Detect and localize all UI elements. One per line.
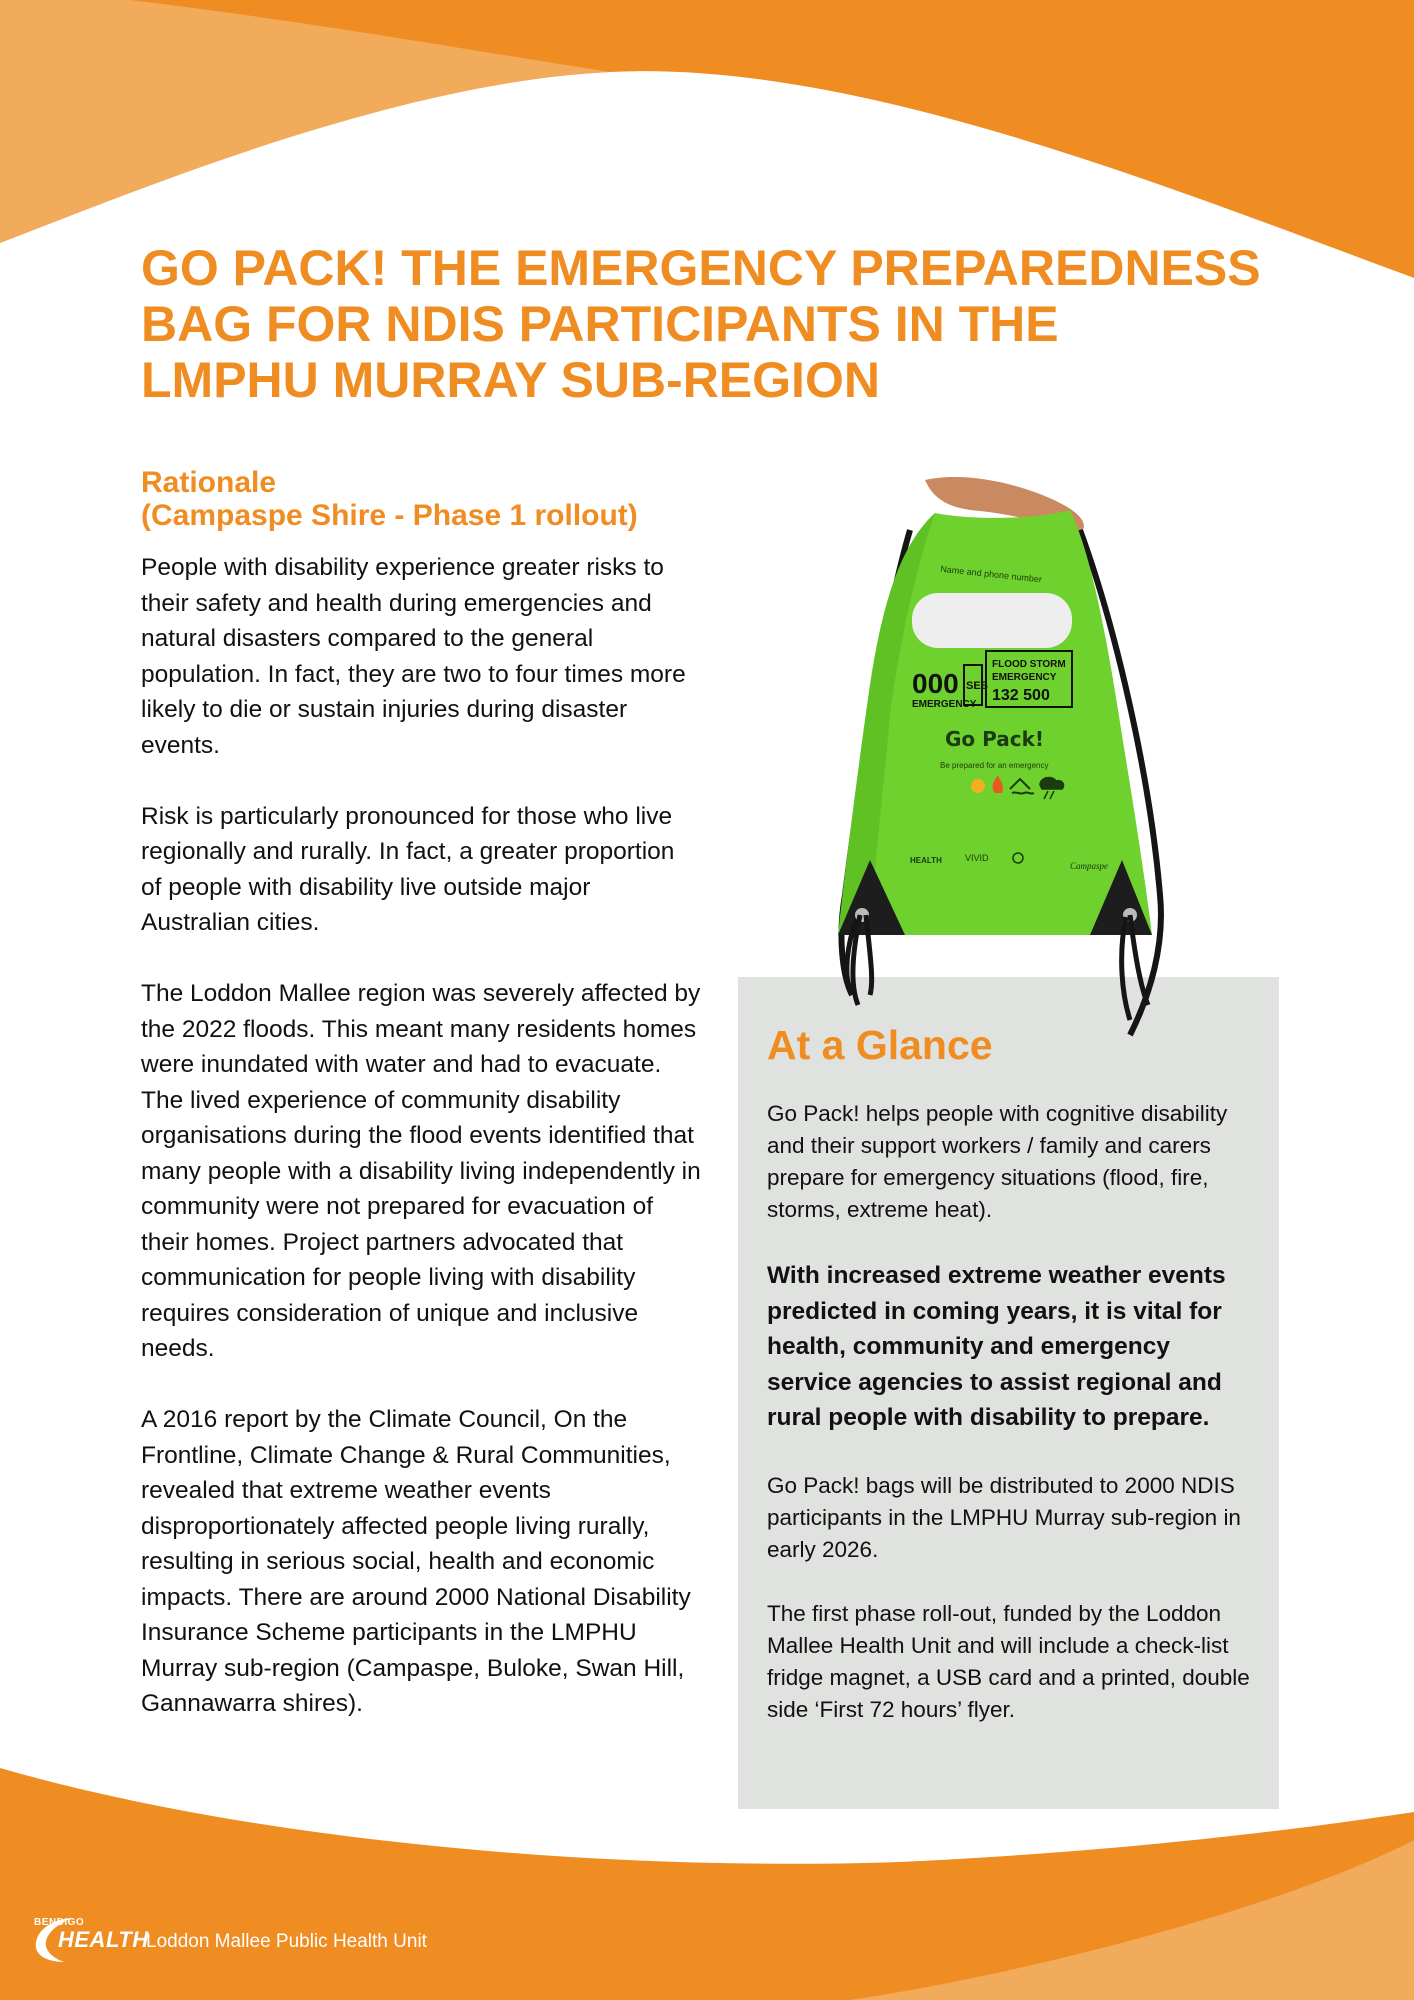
glance-content	[767, 1022, 1257, 1758]
sun-icon	[971, 779, 985, 793]
bag-brand: Go Pack!	[945, 727, 1045, 751]
ses-label: SES	[966, 680, 989, 692]
rationale-subtitle: (Campaspe Shire - Phase 1 rollout)	[141, 499, 638, 532]
emergency-label: EMERGENCY	[912, 699, 977, 710]
rationale-paragraph: People with disability experience greater risks to their safety and health during emergencies and natural disasters compared to the general population. In fact, they are two to four times more likely to die or sustain injuries during disaster events.	[141, 554, 686, 759]
ses-line-2: EMERGENCY	[992, 672, 1057, 683]
rationale-paragraph: A 2016 report by the Climate Council, On the Frontline, Climate Change & Rural Communities, revealed that extreme weather events disproportionately affected people living rurally, resulting in serious social, health and economic impacts. There are around 2000 National Disability Insurance Scheme participants in the LMPHU Murray sub-region (Campaspe, Buloke, Swan Hill, Gannawarra shires).	[141, 1406, 691, 1717]
logo-small-text: BENDIGO	[34, 1917, 85, 1928]
rationale-paragraph: The Loddon Mallee region was severely affected by the 2022 floods. This meant many residents homes were inundated with water and had to evacuate. The lived experience of community disability organisations during the flood events identified that many people with a disability living independently in community were not prepared for evacuation of their homes. Project partners advocated that communication for people living with disability requires consideration of unique and inclusive needs.	[141, 980, 701, 1362]
partner-logo-health: HEALTH	[910, 856, 942, 865]
glance-heading: At a Glance	[767, 1022, 993, 1068]
go-pack-bag-image	[830, 475, 1210, 1045]
glance-paragraph: Go Pack! bags will be distributed to 2000 NDIS participants in the LMPHU Murray sub-region in early 2026.	[767, 1472, 1241, 1562]
rationale-body	[141, 550, 701, 1757]
name-label	[912, 593, 1072, 648]
emergency-number: 000	[912, 668, 959, 699]
partner-logo-campaspe: Campaspe	[1070, 861, 1108, 871]
rationale-paragraph: Risk is particularly pronounced for those who live regionally and rurally. In fact, a greater proportion of people with disability live outside major Australian cities.	[141, 802, 675, 936]
title-line: LMPHU MURRAY SUB-REGION	[141, 352, 880, 408]
ses-line-1: FLOOD STORM	[992, 659, 1066, 670]
at-a-glance-panel	[738, 977, 1279, 1809]
rationale-title: Rationale	[141, 466, 277, 499]
page-title	[141, 240, 1301, 408]
ses-number: 132 500	[992, 687, 1050, 704]
partner-logo-vivid: VIVID	[965, 853, 989, 863]
glance-paragraph: The first phase roll-out, funded by the Loddon Mallee Health Unit and will include a check-list fridge magnet, a USB card and a printed, double side ‘First 72 hours’ flyer.	[767, 1600, 1250, 1722]
rationale-heading	[141, 466, 741, 532]
title-line: GO PACK! THE EMERGENCY PREPAREDNESS	[141, 240, 1261, 296]
title-line: BAG FOR NDIS PARTICIPANTS IN THE	[141, 296, 1059, 352]
glance-highlight: With increased extreme weather events predicted in coming years, it is vital for health, community and emergency service agencies to assist regional and rural people with disability to prepare.	[767, 1262, 1226, 1431]
bag-tagline: Be prepared for an emergency	[940, 761, 1049, 770]
logo-main-text: HEALTH	[58, 1927, 149, 1952]
glance-paragraph: Go Pack! helps people with cognitive disability and their support workers / family and carers prepare for emergency situations (flood, fire, storms, extreme heat).	[767, 1101, 1228, 1222]
bag-label-top: Name and phone number	[939, 563, 1043, 585]
unit-name: Loddon Mallee Public Health Unit	[146, 1931, 427, 1952]
